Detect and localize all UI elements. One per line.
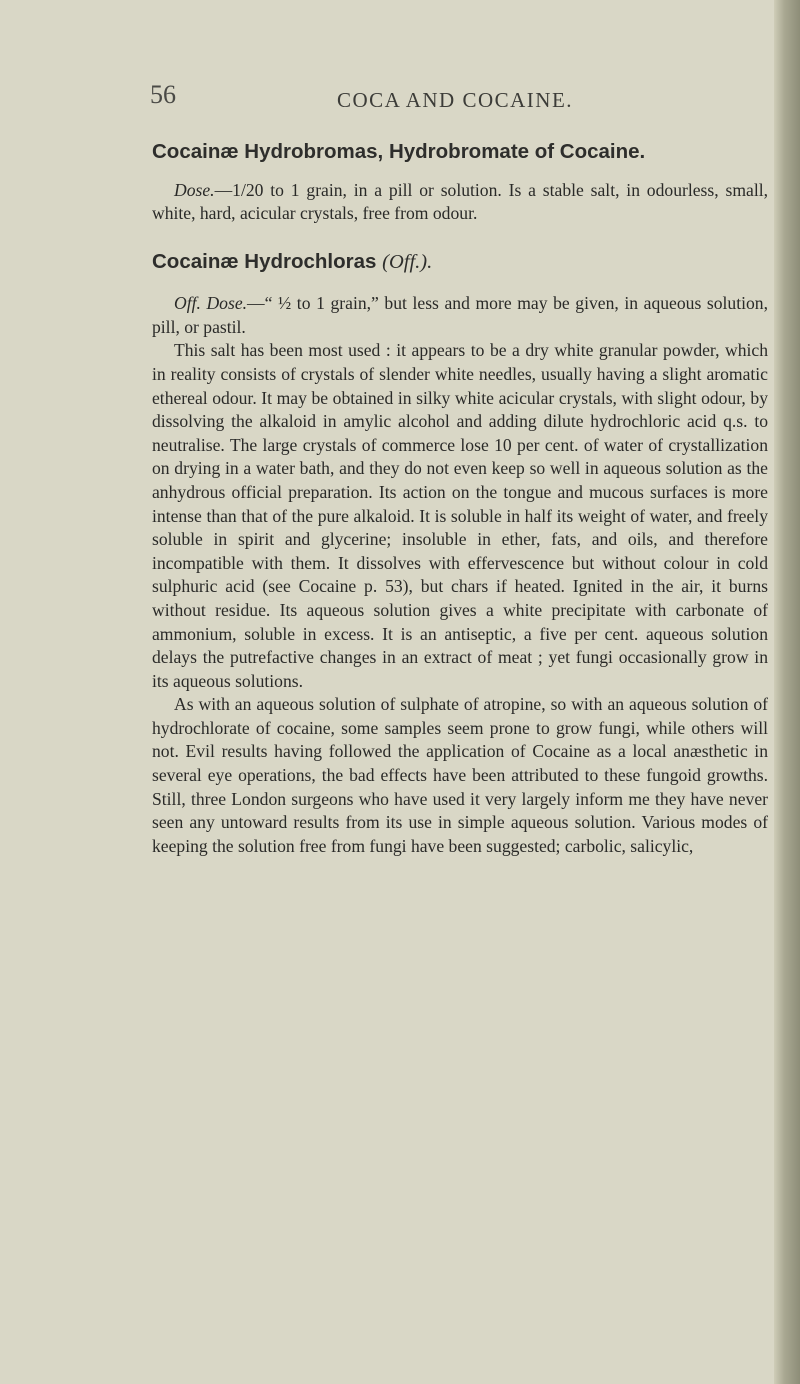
paragraph-hydrobromas-dose bbox=[152, 179, 768, 226]
heading-main: Cocainæ Hydrochloras bbox=[152, 249, 377, 273]
dose-label: Off. Dose. bbox=[174, 293, 248, 314]
heading-hydrobromas: Cocainæ Hydrobromas, Hydrobromate of Cocaine. bbox=[152, 140, 646, 163]
paragraph-fungi: As with an aqueous solution of sulphate of atropine, so with an aqueous solution of hydrochlorate of cocaine, some samples seem prone to grow fungi, while others will not. Evil results having followed the application of Cocaine as a local anæsthetic in several eye operations, the bad effects have been attributed to these fungoid growths. Still, three London surgeons who have used it very largely inform me they have never seen any untoward results from its use in simple aqueous solution. Various modes of keeping the solution free from fungi have been suggested; carbolic, salicylic, bbox=[152, 694, 768, 856]
paragraph-hydrochloras-dose bbox=[152, 292, 768, 339]
page-header bbox=[150, 80, 760, 120]
page-edge-shadow bbox=[774, 0, 800, 1384]
heading-hydrochloras bbox=[152, 250, 768, 275]
paragraph-text: —1/20 to 1 grain, in a pill or solution. Is a stable salt, in odourless, small, white, hard, acicular crystals, free from odour. bbox=[152, 179, 768, 224]
dose-label: Dose. bbox=[174, 179, 215, 200]
running-title: COCA AND COCAINE. bbox=[336, 88, 574, 112]
paragraph-properties: This salt has been most used : it appears to be a dry white granular powder, which in reality consists of crystals of slender white needles, usually having a slight aromatic ethereal odour. It may be obtained in silky white acicular crystals, with slight odour, by dissolving the alkaloid in amylic alcohol and adding dilute hydrochloric acid q.s. to neutralise. The large crystals of commerce lose 10 per cent. of water of crystallization on drying in a water bath, and they do not even keep so well in aqueous solution as the anhydrous official preparation. Its action on the tongue and mucous surfaces is more intense than that of the pure alkaloid. It is soluble in half its weight of water, and freely soluble in spirit and glycerine; insoluble in ether, fats, and oils, and therefore incompatible with them. It dissolves with effervescence but without colour in cold sulphuric acid (see Cocaine p. 53), but chars if heated. Ignited in the air, it burns without residue. Its aqueous solution gives a white precipitate with carbonate of ammonium, soluble in excess. It is an antiseptic, a five per cent. aqueous solution delays the putrefactive changes in an extract of meat ; yet fungi occasionally grow in its aqueous solutions. bbox=[152, 340, 768, 691]
page-body bbox=[152, 140, 768, 858]
paragraph-text: —“ ½ to 1 grain,” but less and more may be given, in aqueous solution, pill, or pastil. bbox=[152, 293, 768, 337]
official-tag: (Off.). bbox=[382, 250, 433, 273]
page-number: 56 bbox=[150, 80, 176, 109]
